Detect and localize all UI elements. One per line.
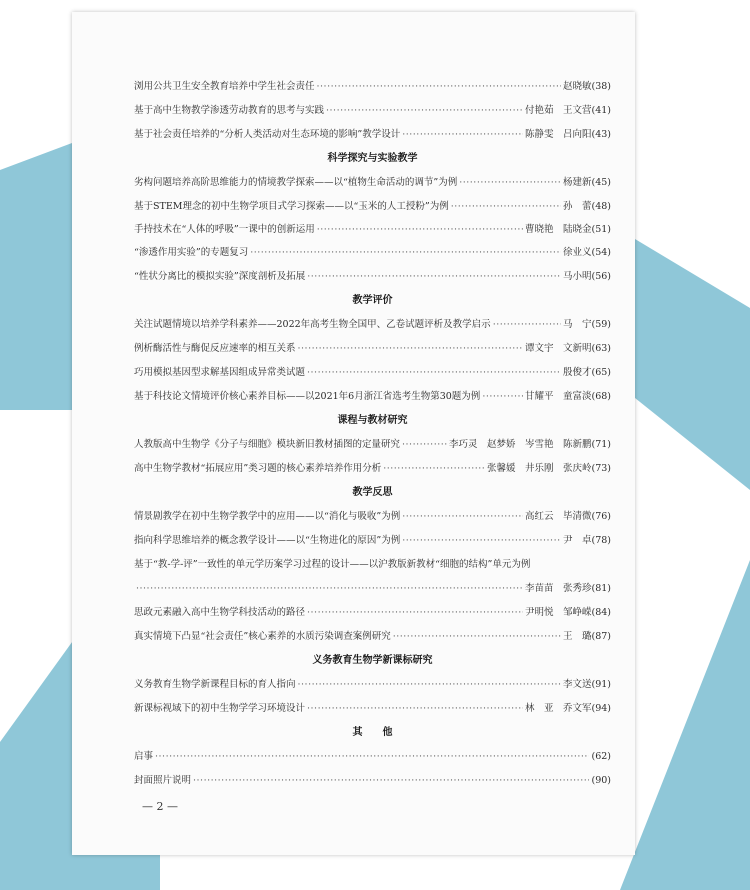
toc-entry[interactable]	[134, 316, 611, 334]
toc-entry[interactable]	[134, 340, 611, 358]
toc-entry-author: 李巧灵 赵梦娇 岑雪艳 陈新鹏	[448, 439, 592, 450]
toc-entry-page: (63)	[591, 343, 611, 354]
toc-entry[interactable]	[134, 676, 611, 694]
toc-entry-page: (51)	[591, 224, 611, 235]
toc-entry-title: 基于“教-学-评”一致性的单元学历案学习过程的设计——以沪教版新教材“细胞的结构”单元为例	[134, 559, 531, 570]
toc-entry-author: 李文送	[562, 679, 592, 690]
dot-leader	[383, 460, 485, 478]
toc-entry-long-title[interactable]	[134, 556, 611, 574]
toc-entry-title: “性状分离比的模拟实验”深度剖析及拓展	[134, 271, 306, 282]
toc-entry-author: 甘耀平 童富淡	[524, 391, 592, 402]
section-heading: 义务教育生物学新课标研究	[312, 655, 433, 666]
dot-leader	[307, 268, 561, 286]
dot-leader	[136, 580, 523, 598]
toc-entry-page: (78)	[591, 535, 611, 546]
toc-entry-title: 人教版高中生物学《分子与细胞》模块新旧教材插图的定量研究	[134, 439, 401, 450]
toc-entry-author: 马小明	[562, 271, 592, 282]
toc-entry[interactable]	[134, 198, 611, 216]
toc-entry-title: 基于STEM理念的初中生物学项目式学习探索——以“玉米的人工授粉”为例	[134, 201, 449, 212]
dot-leader	[402, 508, 523, 526]
toc-entry-title: 封面照片说明	[134, 775, 192, 786]
toc-entry-author: 王 璐	[562, 631, 592, 642]
section-heading: 教学反思	[352, 487, 393, 498]
toc-entry-page: (62)	[591, 751, 611, 762]
toc-entry-title: 指向科学思维培养的概念教学设计——以“生物进化的原因”为例	[134, 535, 401, 546]
toc-entry-page: (43)	[591, 129, 611, 140]
toc-entry[interactable]	[134, 388, 611, 406]
toc-entry[interactable]	[134, 772, 611, 790]
dot-leader	[193, 772, 589, 790]
toc-entry-page: (84)	[591, 607, 611, 618]
toc-entry-author: 李苗苗 张秀珍	[524, 583, 592, 594]
toc-entry[interactable]	[134, 508, 611, 526]
toc-entry-page: (56)	[591, 271, 611, 282]
background-band-right	[620, 230, 750, 490]
toc-entry[interactable]	[134, 700, 611, 718]
dot-leader	[402, 436, 447, 454]
dot-leader	[307, 604, 523, 622]
toc-entry-title: 基于科技论文情境评价核心素养目标——以2021年6月浙江省选考生物第30题为例	[134, 391, 481, 402]
toc-entry-author: 陈静雯 吕向阳	[524, 129, 592, 140]
toc-entry[interactable]	[134, 78, 611, 96]
dot-leader	[451, 198, 561, 216]
toc-entry-title: 新课标视域下的初中生物学学习环境设计	[134, 703, 306, 714]
toc-entry[interactable]	[134, 580, 611, 598]
toc-entry[interactable]	[134, 221, 611, 239]
dot-leader	[482, 388, 523, 406]
toc-entry[interactable]	[134, 102, 611, 120]
toc-entry-author: 殷俊才	[562, 367, 592, 378]
toc-entry-page: (87)	[591, 631, 611, 642]
toc-entry[interactable]	[134, 628, 611, 646]
toc-entry-author: 谭文宇 文新明	[524, 343, 592, 354]
section-heading: 其 他	[352, 727, 393, 738]
dot-leader	[250, 244, 561, 262]
toc-entry[interactable]	[134, 604, 611, 622]
toc-entry-author: 林 亚 乔文军	[524, 703, 592, 714]
toc-entry-title: 关注试题情境以培养学科素养——2022年高考生物全国甲、乙卷试题评析及教学启示	[134, 319, 491, 330]
toc-entry-title: 基于社会责任培养的“分析人类活动对生态环境的影响”教学设计	[134, 129, 401, 140]
toc-entry[interactable]	[134, 174, 611, 192]
toc-entry-author: 尹明悦 邹峥嵘	[524, 607, 592, 618]
toc-entry-author: 曹晓艳 陆晓金	[524, 224, 592, 235]
toc-entry-page: (94)	[591, 703, 611, 714]
toc-entry-title: 浏用公共卫生安全教育培养中学生社会责任	[134, 81, 315, 92]
toc-entry-page: (71)	[591, 439, 611, 450]
dot-leader	[393, 628, 561, 646]
toc-entry-author: 杨建新	[562, 177, 592, 188]
toc-entry-title: 巧用模拟基因型求解基因组成异常类试题	[134, 367, 306, 378]
toc-entry[interactable]	[134, 436, 611, 454]
toc-entry-page: (48)	[591, 201, 611, 212]
toc-entry-author: 马 宁	[562, 319, 592, 330]
toc-entry[interactable]	[134, 748, 611, 766]
dot-leader	[402, 126, 523, 144]
page-number: — 2 —	[142, 800, 178, 813]
toc-entry-title: 例析酶活性与酶促反应速率的相互关系	[134, 343, 296, 354]
toc-entry-page: (65)	[591, 367, 611, 378]
toc-entry-author: 高红云 毕清微	[524, 511, 592, 522]
toc-entry-title: 真实情境下凸显“社会责任”核心素养的水质污染调查案例研究	[134, 631, 391, 642]
toc-entry-title: 基于高中生物教学渗透劳动教育的思考与实践	[134, 105, 325, 116]
toc-entry[interactable]	[134, 460, 611, 478]
toc-entry-title: 思政元素融入高中生物学科技活动的路径	[134, 607, 306, 618]
dot-leader	[317, 78, 561, 96]
toc-entry-title: 启事	[134, 751, 154, 762]
toc-entry-page: (45)	[591, 177, 611, 188]
toc-entry-author: 赵晓敏	[562, 81, 592, 92]
toc-entry-page: (76)	[591, 511, 611, 522]
dot-leader	[402, 532, 561, 550]
section-heading: 教学评价	[352, 295, 393, 306]
section-heading: 课程与教材研究	[337, 415, 408, 426]
toc-entry-page: (90)	[591, 775, 611, 786]
document-page	[72, 12, 635, 855]
dot-leader	[317, 221, 523, 239]
toc-entry-page: (73)	[591, 463, 611, 474]
toc-entry-page: (41)	[591, 105, 611, 116]
toc-entry-title: 情景剧教学在初中生物学教学中的应用——以“消化与吸收”为例	[134, 511, 401, 522]
dot-leader	[307, 700, 523, 718]
dot-leader	[298, 676, 561, 694]
dot-leader	[307, 364, 561, 382]
toc-entry-author: 付艳茹 王文营	[524, 105, 592, 116]
toc-entry[interactable]	[134, 244, 611, 262]
toc-entry[interactable]	[134, 126, 611, 144]
toc-entry-title: “渗透作用实验”的专题复习	[134, 247, 249, 258]
toc-entry[interactable]	[134, 268, 611, 286]
toc-entry-page: (68)	[591, 391, 611, 402]
section-heading: 科学探究与实验教学	[327, 153, 418, 164]
background-band-right-lower	[620, 560, 750, 890]
toc-entry-page: (81)	[591, 583, 611, 594]
toc-entry-page: (59)	[591, 319, 611, 330]
dot-leader	[459, 174, 561, 192]
dot-leader	[493, 316, 561, 334]
toc-entry[interactable]	[134, 532, 611, 550]
toc-entry-title: 义务教育生物学新课程目标的育人指向	[134, 679, 296, 690]
toc-entry[interactable]	[134, 364, 611, 382]
toc-entry-page: (38)	[591, 81, 611, 92]
toc-entry-author: 徐业义	[562, 247, 592, 258]
dot-leader	[326, 102, 523, 120]
toc-entry-page: (54)	[591, 247, 611, 258]
toc-entry-title: 高中生物学教材“拓展应用”类习题的核心素养培养作用分析	[134, 463, 382, 474]
toc-entry-title: 劣构问题培养高阶思维能力的情境教学探索——以“植物生命活动的调节”为例	[134, 177, 458, 188]
toc-entry-title: 手持技术在“人体的呼吸”一课中的创新运用	[134, 224, 315, 235]
toc-entry-author: 张馨媛 井乐刚 张庆岭	[486, 463, 592, 474]
toc-entry-author: 尹 卓	[562, 535, 592, 546]
dot-leader	[298, 340, 523, 358]
toc-entry-page: (91)	[591, 679, 611, 690]
toc-entry-author: 孙 蕾	[562, 201, 592, 212]
dot-leader	[155, 748, 589, 766]
